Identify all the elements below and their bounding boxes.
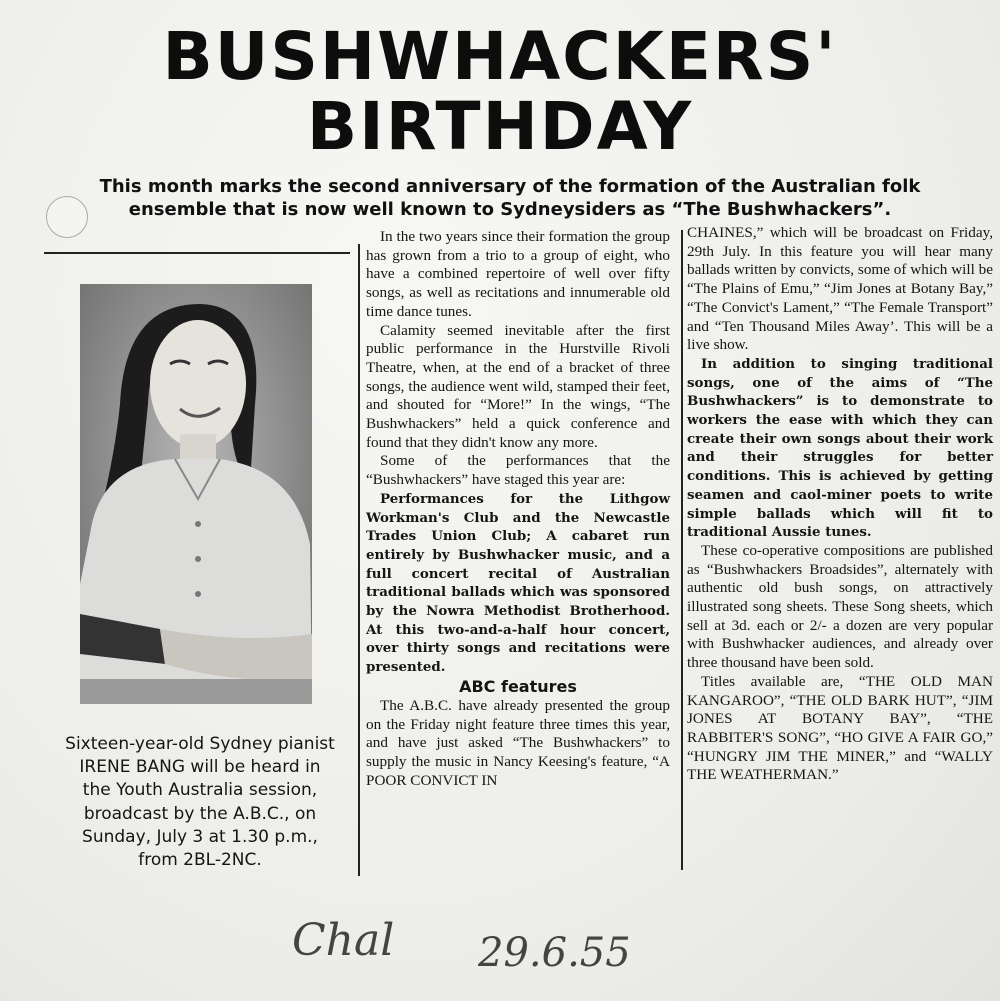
caption-line: Sixteen-year-old Sydney pianist (65, 734, 335, 754)
portrait-illustration (80, 284, 312, 704)
article-paragraph: The A.B.C. have already presented the group on the Friday night feature three times this year, and have just asked “The Bushwhackers” to supply the music in Nancy Keesing's feature, “A POOR CONVICT IN (366, 696, 670, 789)
portrait-photo (80, 284, 312, 704)
article-paragraph: Some of the performances that the “Bushwhackers” have staged this year are: (366, 452, 670, 489)
article-column-right (687, 224, 993, 785)
column-rule-2 (681, 230, 683, 870)
caption-line: Sunday, July 3 at 1.30 p.m., (82, 826, 318, 847)
article-paragraph: CHAINES,” which will be broadcast on Friday, 29th July. In this feature you will hear many ballads written by convicts, some of which will be “The Plains of Emu,” “Jim Jones at Botany Bay,” “The Convict's Lament,” “The Female Transport” and “Ten Thousand Miles Away’. This will be a live show. (687, 224, 993, 354)
deck-line-2: ensemble that is now well known to Sydneysiders as “The Bushwhackers”. (128, 199, 892, 220)
article-paragraph: Calamity seemed inevitable after the first public performance in the Hurstville Rivoli Theatre, when, at the end of a bracket of three songs, the audience went wild, stamped their feet, and shouted for “More!” In the wings, “The Bushwhackers” held a quick conference and found that they didn't know any more. (366, 321, 670, 451)
handwritten-date: 29.6.55 (478, 930, 631, 976)
caption-line: IRENE BANG will be heard in (79, 757, 321, 778)
rule-left-top (44, 252, 350, 254)
caption-line: from 2BL-2NC. (138, 850, 262, 871)
caption-line: broadcast by the A.B.C., on (83, 803, 317, 824)
subheading: ABC features (459, 676, 577, 696)
headline-line-1: BUSHWHACKERS' (162, 18, 838, 95)
headline-line-2: BIRTHDAY (306, 88, 694, 165)
article-paragraph-bold: In addition to singing traditional songs, one of the aims of “The Bushwhackers” is to demonstrate to workers the ease with which they can create their own songs about their work and their struggles for better conditions. This is achieved by getting seamen and caol-miner poets to write simple ballads which will fit to traditional Aussie tunes. (687, 355, 993, 541)
article-paragraph-bold: Performances for the Lithgow Workman's Club and the Newcastle Trades Union Club; A cabaret run entirely by Bushwhacker music, and a full concert recital of Australian traditional ballads which was sponsored by the Nowra Methodist Brotherhood. At this two-and-a-half hour concert, over thirty songs and recitations were presented. (366, 490, 670, 676)
caption-line: the Youth Australia session, (82, 780, 318, 801)
article-paragraph: Titles available are, “THE OLD MAN KANGAROO”, “THE OLD BARK HUT”, “JIM JONES AT BOTANY BAY”, “THE RABBITER'S SONG”, “HO GIVE A FAIR GO,” “HUNGRY JIM THE MINER,” and “WALLY THE WEATHERMAN.” (687, 672, 993, 784)
article-paragraph: These co-operative compositions are published as “Bushwhackers Broadsides”, alternately with authentic old bush songs, on attractively illustrated song sheets. These Song sheets, which sell at 3d. each or 2/- a dozen are very popular with Bushwhacker audiences, and already over three thousand have been sold. (687, 541, 993, 672)
photo-caption (40, 733, 360, 872)
article-column-middle (366, 228, 670, 790)
deck (60, 175, 960, 221)
deck-line-1: This month marks the second anniversary of the formation of the Australian folk (99, 176, 921, 197)
handwritten-source: Chal (292, 915, 395, 966)
article-paragraph: In the two years since their formation the group has grown from a trio to a group of eight, who have a combined repertoire of well over fifty songs, as well as recitations and innumerable old time dance tunes. (366, 228, 670, 320)
